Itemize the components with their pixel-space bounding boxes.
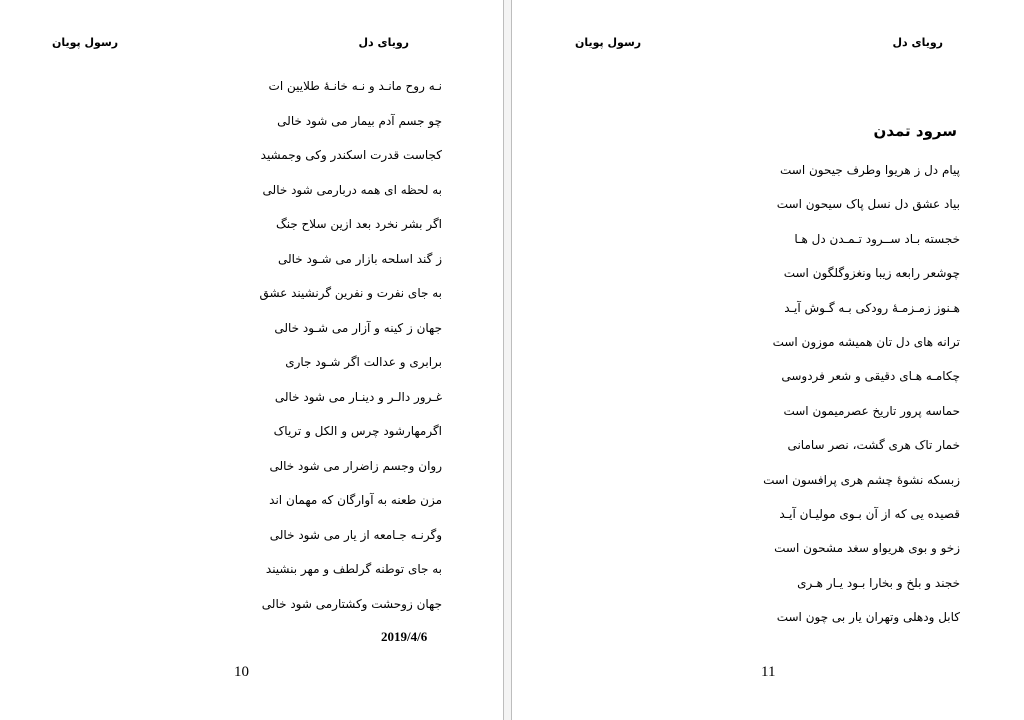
poem-line: روان وجسم زاضرار می شود خالی	[269, 458, 442, 473]
poem-line: برابری و عدالت اگر شـود جاری	[285, 355, 442, 369]
poem-line: به جای نفرت و نفرین گرنشیند عشق	[259, 286, 442, 300]
right-header-title: رویای دل	[892, 36, 943, 49]
poem-line: کابل ودهلی وتهران یار بی چون است	[776, 610, 960, 625]
poem-line: کجاست قدرت اسکندر وکی وجمشید	[260, 148, 442, 162]
left-page	[0, 0, 503, 720]
poem-line: جهان ز کینه و آزار می شـود خالی	[274, 320, 442, 335]
poem-date: 2019/4/6	[381, 629, 428, 644]
poem-line: چو جسم آدم بیمار می شود خالی	[277, 113, 442, 128]
left-page-number: 10	[234, 664, 249, 680]
poem-line: زبسکه نشوهٔ چشم هری پرافسون است	[763, 472, 960, 487]
poem-line: خجسته بـاد ســرود تـمـدن دل هـا	[794, 231, 960, 246]
left-poem-lines	[0, 0, 503, 720]
poem-line: اگر بشر نخرد بعد ازین سلاح جنگ	[275, 217, 442, 231]
poem-title: سرود تمدن	[873, 122, 957, 140]
poem-line: زخو و بوی هریواو سغد مشحون است	[774, 541, 960, 556]
poem-line: چوشعر رابعه زیبا ونغزوگلگون است	[783, 266, 960, 281]
poem-line: به جای توطنه گرلطف و مهر بنشیند	[265, 562, 442, 576]
poem-line: به لحظه ای همه دربارمی شود خالی	[262, 182, 442, 197]
poem-line: ترانه های دل تان همیشه موزون است	[772, 335, 960, 349]
poem-line: ز گند اسلحه بازار می شـود خالی	[277, 251, 442, 266]
poem-line: قصیده یی که از آن بـوی مولیـان آیـد	[779, 507, 960, 521]
poem-line: جهان زوحشت وکشتارمی شود خالی	[261, 596, 442, 611]
page-gutter	[503, 0, 512, 720]
poem-line: خجند و بلخ و بخارا بـود یـار هـری	[797, 575, 960, 590]
poem-line: پیام دل ز هریوا وطرف جیحون است	[780, 163, 960, 177]
left-header-author: رسول پویان	[52, 36, 119, 49]
poem-line: مزن طعنه به آوارگان که مهمان اند	[269, 493, 442, 507]
poem-line: خمار تاک هری گشت، نصر سامانی	[787, 438, 960, 453]
poem-line: غـرور دالـر و دینـار می شود خالی	[274, 389, 442, 404]
right-page	[512, 0, 1024, 720]
poem-line: هـنوز زمـزمـهٔ رودکی بـه گـوش آیـد	[784, 300, 960, 315]
poem-line: بیاد عشق دل نسل پاک سیحون است	[776, 197, 960, 212]
poem-line: نـه روح مانـد و نـه خانـهٔ طلایین ات	[268, 79, 442, 93]
right-page-number: 11	[761, 664, 776, 680]
poem-line: اگرمهارشود چرس و الکل و تریاک	[273, 424, 442, 438]
poem-line: حماسه پرور تاریخ عصرمیمون است	[783, 403, 960, 418]
right-poem-lines	[512, 0, 1024, 720]
poem-line: چکامـه هـای دقیقی و شعر فردوسی	[781, 369, 960, 384]
poem-line: وگرنـه جـامعه از یار می شود خالی	[269, 527, 442, 542]
left-header-title: رویای دل	[358, 36, 409, 49]
right-header-author: رسول پویان	[575, 36, 642, 49]
